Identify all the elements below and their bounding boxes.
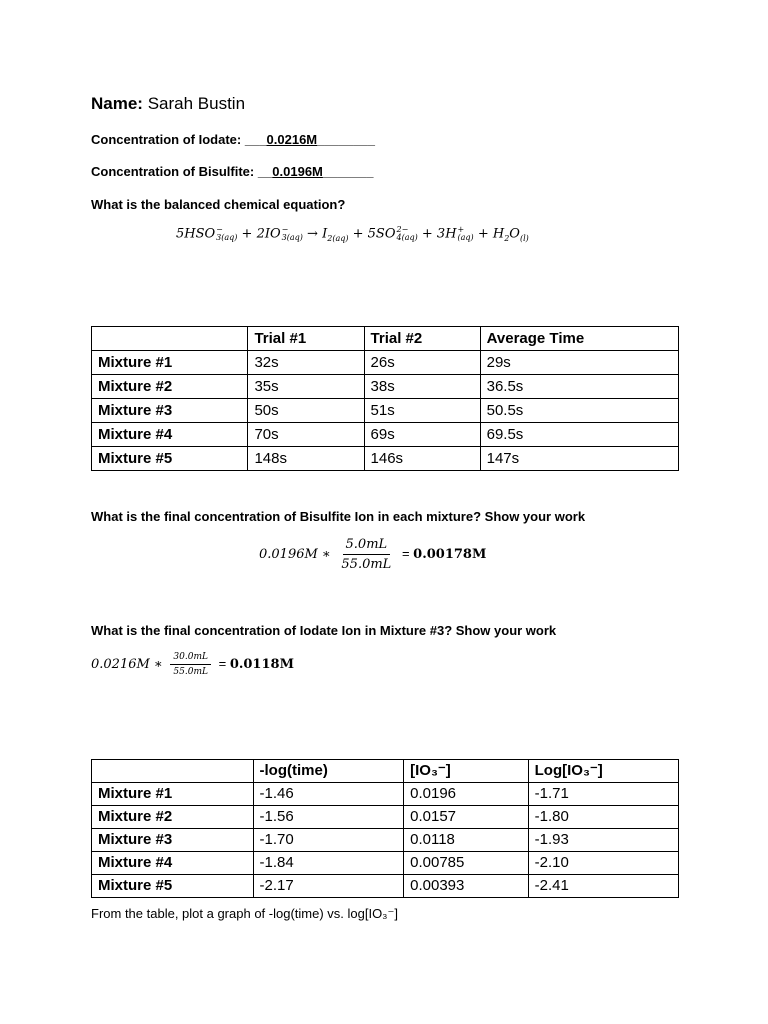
eq-sub: 2(aq) [327, 234, 349, 244]
name-label: Name: [91, 94, 143, 113]
calc-equals: = [401, 545, 410, 561]
table-cell: -1.46 [253, 783, 404, 806]
table-row [92, 375, 679, 399]
table-cell: 69.5s [480, 423, 678, 447]
table-cell: -1.93 [528, 829, 678, 852]
table-header-cell: Trial #1 [248, 327, 364, 351]
table-row [92, 875, 679, 898]
calc-equals: = [218, 655, 227, 671]
table-header-cell: Average Time [480, 327, 678, 351]
table-cell: -2.10 [528, 852, 678, 875]
row-label: Mixture #1 [92, 783, 254, 806]
table-cell: 69s [364, 423, 480, 447]
bisulfite-label: Concentration of Bisulfite: __ [91, 164, 273, 179]
table-header-cell: -log(time) [253, 760, 404, 783]
table-cell: -1.84 [253, 852, 404, 875]
table-header-row [92, 327, 679, 351]
table-header-cell: [IO₃⁻] [404, 760, 529, 783]
eq-sup: − [281, 225, 289, 234]
eq-sup: − [216, 225, 223, 234]
eq-plus: + [352, 226, 364, 242]
table-cell: -1.56 [253, 806, 404, 829]
iodate-trail: ________ [317, 132, 375, 147]
table-cell: 0.00393 [404, 875, 529, 898]
table-cell: 50.5s [480, 399, 678, 423]
graph-instruction: From the table, plot a graph of -log(time) vs. log[IO₃⁻] [91, 906, 398, 921]
eq-sub: (l) [519, 234, 529, 244]
eq-sup: 2− [396, 225, 409, 234]
table-cell: 147s [480, 447, 678, 471]
table-cell: 146s [364, 447, 480, 471]
table-row [92, 829, 679, 852]
eq-term: 5SO [367, 226, 396, 242]
table-row [92, 852, 679, 875]
calc-result: 0.00178M [413, 546, 487, 562]
bisulfite-value: 0.0196M [272, 164, 323, 179]
table-header-cell [92, 327, 248, 351]
question-equation: What is the balanced chemical equation? [91, 197, 346, 212]
table-cell: 70s [248, 423, 364, 447]
name-value: Sarah Bustin [147, 94, 246, 113]
eq-plus: + [241, 226, 253, 242]
calc-numerator: 5.0mL [343, 537, 391, 555]
table-cell: 35s [248, 375, 364, 399]
eq-sup: + [457, 225, 465, 234]
row-label: Mixture #3 [92, 829, 254, 852]
eq-sub: (aq) [457, 233, 474, 242]
iodate-concentration [91, 132, 375, 147]
table-header-cell: Trial #2 [364, 327, 480, 351]
eq-plus: + [421, 226, 433, 242]
table-cell: -2.41 [528, 875, 678, 898]
row-label: Mixture #4 [92, 852, 254, 875]
table-row [92, 783, 679, 806]
table-header-cell: Log[IO₃⁻] [528, 760, 678, 783]
iodate-value: 0.0216M [266, 132, 318, 147]
table-cell: -1.80 [528, 806, 678, 829]
table-cell: -1.71 [528, 783, 678, 806]
log-values-table [91, 759, 679, 898]
calc-denominator: 55.0mL [341, 557, 392, 572]
calc-result: 0.0118M [229, 656, 294, 672]
calc-lhs: 0.0216M ∗ [91, 656, 163, 672]
table-cell: 29s [480, 351, 678, 375]
table-cell: 32s [248, 351, 364, 375]
table-header-row [92, 760, 679, 783]
eq-sub: 2 [504, 234, 510, 244]
bisulfite-concentration [91, 164, 374, 179]
table-row [92, 351, 679, 375]
question-bisulfite: What is the final concentration of Bisulfite Ion in each mixture? Show your work [91, 509, 586, 524]
table-row [92, 423, 679, 447]
table-cell: 50s [248, 399, 364, 423]
table-cell: 0.0157 [404, 806, 529, 829]
eq-term: 5HSO [176, 226, 216, 242]
row-label: Mixture #2 [92, 806, 254, 829]
calc-fraction [170, 652, 211, 677]
table-cell: -1.70 [253, 829, 404, 852]
bisulfite-trail: _______ [322, 164, 374, 179]
eq-sub: 4(aq) [396, 233, 418, 242]
eq-arrow: → [307, 226, 318, 242]
table-cell: 0.00785 [404, 852, 529, 875]
trial-times-table [91, 326, 679, 471]
table-header-cell [92, 760, 254, 783]
eq-term: 2IO [256, 226, 281, 242]
row-label: Mixture #2 [92, 375, 248, 399]
question-iodate: What is the final concentration of Iodate Ion in Mixture #3? Show your work [91, 623, 557, 638]
eq-term: O [509, 226, 520, 242]
iodate-label: Concentration of Iodate: ___ [91, 132, 267, 147]
bisulfite-calculation [259, 537, 486, 572]
table-row [92, 806, 679, 829]
student-name [91, 94, 245, 114]
table-cell: 36.5s [480, 375, 678, 399]
iodate-calculation [91, 652, 294, 677]
table-cell: 0.0118 [404, 829, 529, 852]
eq-sub: 3(aq) [216, 233, 238, 242]
eq-sub: 3(aq) [281, 233, 303, 242]
table-row [92, 399, 679, 423]
row-label: Mixture #1 [92, 351, 248, 375]
row-label: Mixture #5 [92, 875, 254, 898]
calc-denominator: 55.0mL [173, 667, 208, 677]
calc-lhs: 0.0196M ∗ [259, 546, 331, 562]
eq-term: 3H [436, 226, 457, 242]
eq-term: I [322, 226, 328, 242]
eq-plus: + [477, 226, 489, 242]
table-cell: 51s [364, 399, 480, 423]
table-cell: 26s [364, 351, 480, 375]
table-cell: 148s [248, 447, 364, 471]
row-label: Mixture #4 [92, 423, 248, 447]
calc-numerator: 30.0mL [170, 652, 211, 665]
table-cell: -2.17 [253, 875, 404, 898]
table-cell: 38s [364, 375, 480, 399]
calc-fraction [338, 537, 394, 572]
row-label: Mixture #5 [92, 447, 248, 471]
balanced-equation [176, 226, 529, 243]
table-row [92, 447, 679, 471]
eq-term: H [492, 226, 505, 242]
row-label: Mixture #3 [92, 399, 248, 423]
table-cell: 0.0196 [404, 783, 529, 806]
